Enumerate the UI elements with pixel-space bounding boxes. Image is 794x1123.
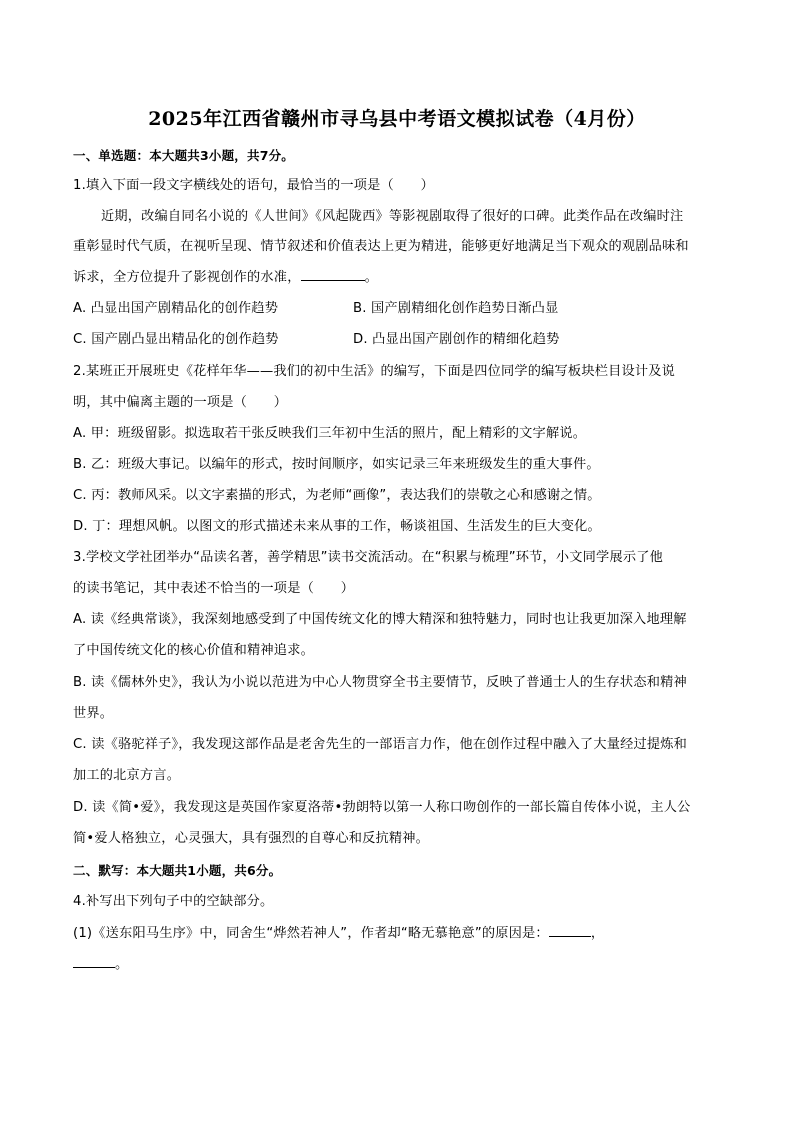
question-1-option-d: D. 凸显出国产剧创作的精细化趋势 [353,332,560,347]
fill-blank [549,936,591,937]
question-1-option-c: C. 国产剧凸显出精品化的创作趋势 [73,332,279,347]
question-1-passage-line-1: 近期，改编自同名小说的《人世间》《风起陇西》等影视剧取得了很好的口碑。此类作品在改编时注 [101,209,684,224]
question-2-stem-line-2: 明，其中偏离主题的一项是（ ） [73,395,288,410]
question-2-option-b: B. 乙：班级大事记。以编年的形式，按时间顺序，如实记录三年来班级发生的重大事件。 [73,457,600,472]
question-3-option-c-line-1: C. 读《骆驼祥子》，我发现这部作品是老舍先生的一部语言力作，他在创作过程中融入了大量经过提炼和 [73,737,688,752]
question-3-option-a-line-2: 了中国传统文化的核心价值和精神追求。 [73,643,314,658]
question-3-stem-line-1: 3.学校文学社团举办“品读名著，善学精思”读书交流活动。在“积累与梳理”环节，小文同学展示了他 [73,550,663,565]
question-3-option-b-line-2: 世界。 [73,706,114,721]
question-4-item-1-continued [73,955,128,975]
question-3-option-d-line-1: D. 读《简•爱》，我发现这是英国作家夏洛蒂•勃朗特以第一人称口吻创作的一部长篇自传体小说，主人公 [73,800,691,815]
passage-period: 。 [364,270,378,285]
question-3-stem-line-2: 的读书笔记，其中表述不恰当的一项是（ ） [73,581,355,596]
question-1-option-b: B. 国产剧精细化创作趋势日渐凸显 [353,301,559,316]
item-text: (1)《送东阳马生序》中，同舍生“烨然若神人”，作者却“略无慕艳意”的原因是： [73,926,549,941]
fill-blank [73,967,115,968]
fill-blank [301,280,365,281]
question-1-passage-line-2: 重彰显时代气质，在视听呈现、情节叙述和价值表达上更为精进，能够更好地满足当下观众的观剧品味和 [73,239,689,254]
question-3-option-d-line-2: 简•爱人格独立，心灵强大，具有强烈的自尊心和反抗精神。 [73,831,430,846]
question-1-stem: 1.填入下面一段文字横线处的语句，最恰当的一项是（ ） [73,178,435,193]
question-4-item-1 [73,924,604,944]
question-1-passage-line-3 [73,268,378,288]
question-1-option-a: A. 凸显出国产剧精品化的创作趋势 [73,301,279,316]
question-2-option-d: D. 丁：理想风帆。以图文的形式描述未来从事的工作，畅谈祖国、生活发生的巨大变化。 [73,519,601,534]
question-3-option-a-line-1: A. 读《经典常谈》，我深刻地感受到了中国传统文化的博大精深和独特魅力，同时也让我更加深入地理解 [73,612,687,627]
page-title: 2025年江西省赣州市寻乌县中考语文模拟试卷（4月份） [148,108,646,130]
item-period: 。 [115,957,129,972]
item-comma: ， [590,926,605,941]
question-3-option-c-line-2: 加工的北京方言。 [73,768,181,783]
question-2-option-c: C. 丙：教师风采。以文字素描的形式，为老师“画像”，表达我们的崇敬之心和感谢之情。 [73,488,601,503]
passage-text: 诉求，全方位提升了影视创作的水准， [73,270,301,285]
section-heading-dictation: 二、默写：本大题共1小题，共6分。 [73,863,282,878]
question-2-stem-line-1: 2.某班正开展班史《花样年华——我们的初中生活》的编写，下面是四位同学的编写板块栏目设计及说 [73,364,676,379]
question-3-option-b-line-1: B. 读《儒林外史》，我认为小说以范进为中心人物贯穿全书主要情节，反映了普通士人的生存状态和精神 [73,675,687,690]
section-heading-single-choice: 一、单选题：本大题共3小题，共7分。 [73,148,294,163]
question-2-option-a: A. 甲：班级留影。拟选取若干张反映我们三年初中生活的照片，配上精彩的文字解说。 [73,426,587,441]
question-4-stem: 4.补写出下列句子中的空缺部分。 [73,894,274,909]
